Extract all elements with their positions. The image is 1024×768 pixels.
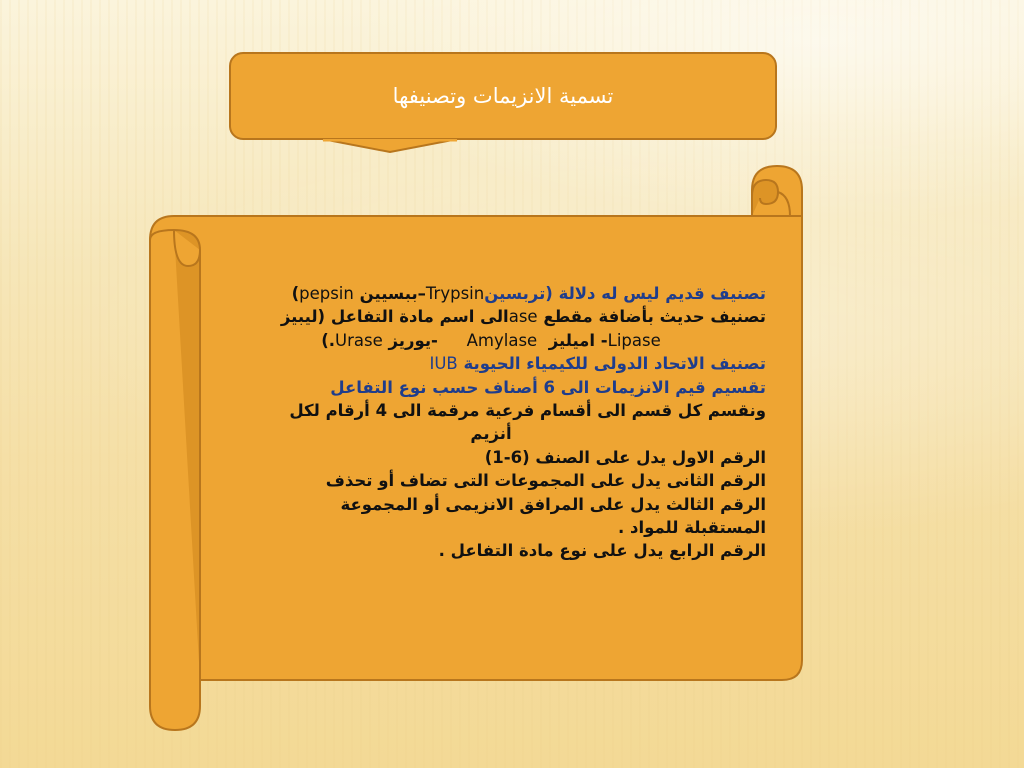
text-line-6: ونقسم كل قسم الى أقسام فرعية مرقمة الى 4 أرقام لكل [289, 401, 766, 421]
old-classification-label: تصنيف قديم ليس له دلالة [558, 284, 766, 303]
text-line-2: تصنيف حديث بأضافة مقطع aseالى اسم مادة التفاعل (ليبيز [280, 307, 766, 327]
text-line-11: المستقبلة للمواد . [617, 518, 766, 538]
text-line-10: الرقم الثالث يدل على المرافق الانزيمى أو المجموعة [340, 494, 766, 514]
text-line-3: Lipase- اميليز Amylase -يوريز Urase.) [321, 330, 661, 350]
text-line-8: الرقم الاول يدل على الصنف (6-1) [484, 447, 766, 467]
text-line-5: تقسيم قيم الانزيمات الى 6 أصناف حسب نوع التفاعل [330, 377, 766, 397]
scroll-content [216, 282, 766, 563]
pepsin-text: pepsin [299, 284, 354, 303]
text-line-9: الرقم الثانى يدل على المجموعات التى تضاف أو تحذف [325, 471, 766, 491]
text-line-7: أنزيم [470, 424, 512, 444]
text-line-1: تصنيف قديم ليس له دلالة (تربسينTrypsin–ببسيين pepsin) [291, 284, 766, 303]
slide-title: تسمية الانزيمات وتصنيفها [392, 84, 614, 108]
text-line-4: تصنيف الاتحاد الدولى للكيمياء الحيوية IUB [429, 354, 766, 374]
text-line-12: الرقم الرابع يدل على نوع مادة التفاعل . [438, 541, 766, 561]
trypsin-text: Trypsin [425, 284, 485, 303]
